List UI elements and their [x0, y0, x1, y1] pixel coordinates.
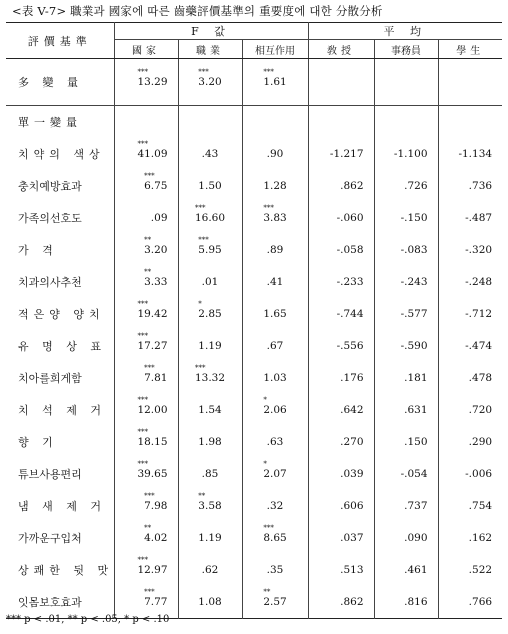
mean-value: .270: [308, 426, 374, 458]
significance-stars: ***: [137, 300, 148, 308]
f-value-cell: [114, 362, 178, 394]
mean-value: -.006: [438, 458, 502, 490]
f-value: .90: [266, 148, 284, 160]
f-value-cell: [114, 138, 178, 170]
mean-value: .720: [438, 394, 502, 426]
table-row: [6, 234, 502, 266]
row-label: 잇몸보호효과: [18, 596, 82, 609]
significance-stars: ***: [194, 364, 206, 372]
table-row: [6, 426, 502, 458]
significance-stars: *: [263, 396, 267, 404]
mean-value: .290: [438, 426, 502, 458]
mean-value: -.474: [438, 330, 502, 362]
header-mean-col: 事務員: [374, 40, 438, 59]
significance-stars: ***: [137, 556, 148, 564]
f-value-cell: [178, 394, 242, 426]
f-value-cell: [114, 298, 178, 330]
f-value: 7.77: [144, 596, 168, 608]
significance-stars: **: [198, 492, 206, 500]
f-value-cell: [178, 266, 242, 298]
mean-value: .039: [308, 458, 374, 490]
row-label: 냄 새 제 거: [18, 500, 106, 513]
f-value: 5.95: [198, 244, 222, 256]
f-value-cell: [178, 202, 242, 234]
f-value: 39.65: [137, 468, 168, 480]
f-value: 3.58: [198, 500, 222, 512]
row-label: 치아를희게함: [18, 372, 82, 385]
significance-stars: ***: [137, 428, 148, 436]
f-value: .35: [266, 564, 284, 576]
row-label: 튜브사용편리: [18, 468, 82, 481]
f-value-cell: [242, 554, 308, 586]
univariate-heading-row: [6, 106, 502, 139]
f-value: 6.75: [144, 180, 168, 192]
f-value: .32: [266, 500, 284, 512]
f-value-cell: [114, 426, 178, 458]
mean-value: -.083: [374, 234, 438, 266]
mean-value: -.320: [438, 234, 502, 266]
f-value: 4.02: [144, 532, 168, 544]
row-label: 가 격: [18, 244, 58, 257]
significance-stars: ***: [198, 236, 209, 244]
header-f-col: 國家: [114, 40, 178, 59]
mean-value: .176: [308, 362, 374, 394]
mean-value: .162: [438, 522, 502, 554]
significance-stars: **: [263, 588, 271, 596]
f-value: .43: [201, 148, 219, 160]
f-value-cell: [178, 554, 242, 586]
f-value: .01: [201, 276, 219, 288]
f-value-cell: [178, 490, 242, 522]
f-value: 1.61: [263, 76, 287, 88]
f-value-cell: [114, 67, 178, 97]
f-value: .41: [266, 276, 284, 288]
mean-value: .726: [374, 170, 438, 202]
row-label: 유 명 상 표: [18, 340, 106, 353]
mean-value: -.150: [374, 202, 438, 234]
table-row: [6, 266, 502, 298]
mean-value: -.248: [438, 266, 502, 298]
f-value-cell: [178, 234, 242, 266]
mean-value: .816: [374, 586, 438, 619]
mean-value: .642: [308, 394, 374, 426]
f-value-cell: [242, 202, 308, 234]
f-value: 2.85: [198, 308, 222, 320]
significance-stars: ***: [137, 68, 148, 76]
table-row: [6, 330, 502, 362]
f-value-cell: [114, 458, 178, 490]
f-value-cell: [242, 330, 308, 362]
f-value-cell: [242, 234, 308, 266]
f-value: .63: [266, 436, 284, 448]
mean-value: -.744: [308, 298, 374, 330]
f-value: 1.08: [198, 596, 222, 608]
row-label: 가까운구입처: [18, 532, 82, 545]
header-row-group: [6, 23, 502, 40]
f-value-cell: [242, 67, 308, 97]
mean-value: -.243: [374, 266, 438, 298]
significance-stars: ***: [137, 332, 148, 340]
f-value: .85: [201, 468, 219, 480]
f-value-cell: [114, 522, 178, 554]
f-value: 3.20: [198, 76, 222, 88]
f-value: 1.28: [263, 180, 287, 192]
mean-value: -.060: [308, 202, 374, 234]
f-value-cell: [178, 298, 242, 330]
f-value-cell: [242, 170, 308, 202]
f-value: 1.54: [198, 404, 222, 416]
significance-stars: ***: [144, 588, 155, 596]
significance-stars: ***: [198, 68, 209, 76]
significance-stars: ***: [144, 492, 155, 500]
f-value: 1.03: [263, 372, 287, 384]
header-mean-col: 敎授: [308, 40, 374, 59]
f-value-cell: [242, 138, 308, 170]
mean-value: .862: [308, 170, 374, 202]
f-value-cell: [178, 458, 242, 490]
significance-stars: *: [198, 300, 202, 308]
f-value: .67: [266, 340, 284, 352]
significance-stars: ***: [194, 204, 206, 212]
mean-value: .737: [374, 490, 438, 522]
f-value-cell: [178, 67, 242, 97]
f-value-cell: [242, 426, 308, 458]
mean-value: -.577: [374, 298, 438, 330]
f-value-cell: [114, 234, 178, 266]
f-value: 3.33: [144, 276, 168, 288]
header-f-col: 職業: [178, 40, 242, 59]
f-value: 19.42: [137, 308, 168, 320]
f-value: 7.98: [144, 500, 168, 512]
f-value-cell: [178, 138, 242, 170]
f-value-cell: [114, 490, 178, 522]
f-value-cell: [242, 298, 308, 330]
row-label: 상쾌한 뒷 맛: [18, 564, 114, 577]
table-row: [6, 138, 502, 170]
table-caption: <表 V-7> 職業과 國家에 따른 齒藥評價基準의 重要度에 대한 分散分析: [12, 4, 383, 18]
mean-value: .606: [308, 490, 374, 522]
f-value: 13.32: [194, 372, 226, 384]
f-value-cell: [178, 522, 242, 554]
f-value-cell: [178, 330, 242, 362]
table-row: [6, 362, 502, 394]
f-value-cell: [242, 458, 308, 490]
f-value: 1.19: [198, 532, 222, 544]
table-row: [6, 522, 502, 554]
f-value: 17.27: [137, 340, 168, 352]
table-row: [6, 490, 502, 522]
header-f-group: F 값: [114, 23, 308, 40]
mean-value: .181: [374, 362, 438, 394]
f-value: 7.81: [144, 372, 168, 384]
row-label: 치 석 제 거: [18, 404, 106, 417]
f-value-cell: [114, 394, 178, 426]
table-row: [6, 202, 502, 234]
f-value-cell: [242, 522, 308, 554]
mean-value: -1.134: [438, 138, 502, 170]
f-value: 2.57: [263, 596, 287, 608]
f-value-cell: [242, 362, 308, 394]
table-row: [6, 298, 502, 330]
f-value: 12.97: [137, 564, 168, 576]
f-value-cell: [114, 266, 178, 298]
significance-stars: ***: [137, 140, 148, 148]
significance-stars: **: [144, 524, 152, 532]
header-mean-group: 平 均: [308, 23, 502, 40]
significance-stars: ***: [263, 524, 274, 532]
f-value: 1.50: [198, 180, 222, 192]
f-value-cell: [242, 586, 308, 619]
mean-value: .037: [308, 522, 374, 554]
row-label: 多 變 量: [18, 76, 83, 89]
f-value-cell: [114, 330, 178, 362]
mean-value: .090: [374, 522, 438, 554]
mean-value: -1.217: [308, 138, 374, 170]
mean-value: -.058: [308, 234, 374, 266]
f-value-cell: [178, 426, 242, 458]
f-value: 1.65: [263, 308, 287, 320]
significance-stars: **: [144, 268, 152, 276]
row-label: 적은양 양치: [18, 308, 105, 321]
mean-value: .736: [438, 170, 502, 202]
f-value-cell: [178, 586, 242, 619]
significance-stars: *: [263, 460, 267, 468]
mean-value: .862: [308, 586, 374, 619]
significance-stars: ***: [263, 204, 274, 212]
mean-value: -.556: [308, 330, 374, 362]
f-value: 3.83: [263, 212, 287, 224]
f-value: 12.00: [137, 404, 168, 416]
f-value: .89: [266, 244, 284, 256]
mean-value: .522: [438, 554, 502, 586]
univariate-heading: 單一變量: [18, 116, 82, 129]
mean-value: -.233: [308, 266, 374, 298]
f-value-cell: [242, 394, 308, 426]
f-value: 41.09: [137, 148, 168, 160]
table-row: [6, 458, 502, 490]
significance-stars: ***: [144, 364, 155, 372]
f-value: 13.29: [137, 76, 168, 88]
row-label: 치약의 색상: [18, 148, 105, 161]
header-criteria: 評價基準: [6, 23, 114, 59]
mean-value: -.054: [374, 458, 438, 490]
table-row: [6, 170, 502, 202]
header-f-col: 相互作用: [242, 40, 308, 59]
mean-value: -.590: [374, 330, 438, 362]
significance-stars: ***: [144, 172, 155, 180]
significance-stars: ***: [263, 68, 274, 76]
mean-value: .461: [374, 554, 438, 586]
f-value: 18.15: [137, 436, 168, 448]
row-label: 가족의선호도: [18, 212, 82, 225]
f-value: 2.06: [263, 404, 287, 416]
mean-value: .766: [438, 586, 502, 619]
f-value-cell: [178, 170, 242, 202]
mean-value: -1.100: [374, 138, 438, 170]
row-label: 충치예방효과: [18, 180, 82, 193]
f-value: 1.98: [198, 436, 222, 448]
anova-table: [6, 22, 502, 619]
row-label: 치과의사추천: [18, 276, 82, 289]
significance-stars: ***: [137, 460, 148, 468]
mean-value: .513: [308, 554, 374, 586]
f-value-cell: [178, 362, 242, 394]
f-value: 8.65: [263, 532, 287, 544]
mean-value: .150: [374, 426, 438, 458]
f-value-cell: [114, 170, 178, 202]
f-value-cell: [242, 490, 308, 522]
significance-stars: ***: [137, 396, 148, 404]
f-value: 1.19: [198, 340, 222, 352]
f-value: 2.07: [263, 468, 287, 480]
table-row: [6, 554, 502, 586]
header-mean-col: 學生: [438, 40, 502, 59]
f-value: 3.20: [144, 244, 168, 256]
f-value-cell: [114, 202, 178, 234]
mean-value: .478: [438, 362, 502, 394]
mean-value: .754: [438, 490, 502, 522]
mean-value: -.712: [438, 298, 502, 330]
f-value: 16.60: [194, 212, 226, 224]
row-label: 향 기: [18, 436, 58, 449]
f-value-cell: [114, 554, 178, 586]
table-row: [6, 394, 502, 426]
mean-value: -.487: [438, 202, 502, 234]
multivariate-row: [6, 67, 502, 97]
f-value: .09: [150, 212, 168, 224]
f-value: .62: [201, 564, 219, 576]
f-value-cell: [242, 266, 308, 298]
significance-stars: **: [144, 236, 152, 244]
mean-value: .631: [374, 394, 438, 426]
significance-note: *** p < .01, ** p < .05, * p < .10: [6, 614, 170, 625]
